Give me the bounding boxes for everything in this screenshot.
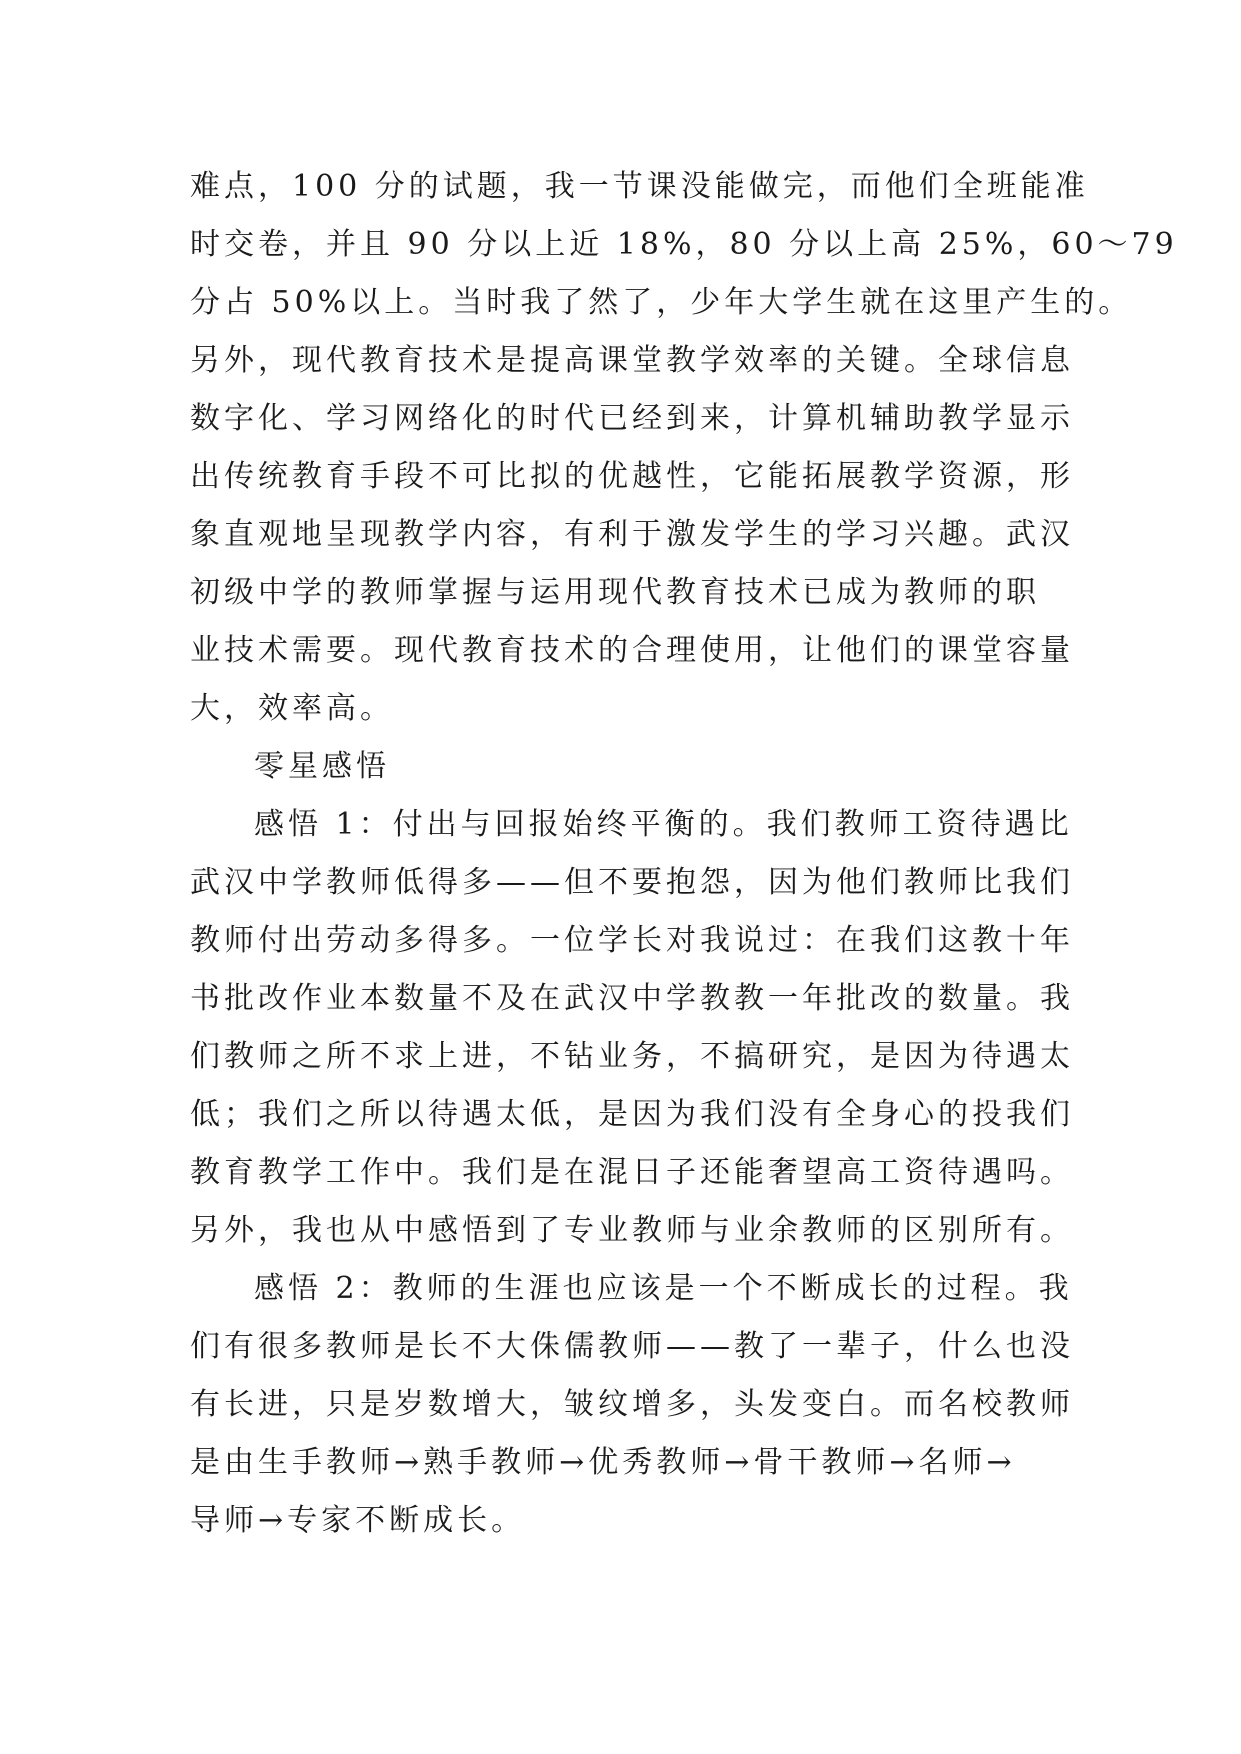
text-line: 象直观地呈现教学内容，有利于激发学生的学习兴趣。武汉 (190, 517, 1074, 552)
text-line: 时交卷，并且 90 分以上近 18%，80 分以上高 25%，60～79 (190, 227, 1178, 262)
text-line: 初级中学的教师掌握与运用现代教育技术已成为教师的职 (190, 575, 1040, 610)
section-heading: 零星感悟 (254, 749, 390, 784)
text-line: 感悟 2：教师的生涯也应该是一个不断成长的过程。我 (254, 1271, 1073, 1306)
paragraph-insight-1 (190, 796, 1074, 1260)
document-body (190, 158, 1178, 1550)
text-line: 感悟 1：付出与回报始终平衡的。我们教师工资待遇比 (254, 807, 1073, 842)
text-line: 导师→专家不断成长。 (190, 1503, 526, 1538)
text-line: 另外，我也从中感悟到了专业教师与业余教师的区别所有。 (190, 1213, 1074, 1248)
text-line: 分占 50%以上。当时我了然了，少年大学生就在这里产生的。 (190, 285, 1133, 320)
text-line: 们有很多教师是长不大侏儒教师——教了一辈子，什么也没 (190, 1329, 1074, 1364)
paragraph-school-comparison (190, 158, 1178, 738)
text-line: 教育教学工作中。我们是在混日子还能奢望高工资待遇吗。 (190, 1155, 1074, 1190)
text-line: 是由生手教师→熟手教师→优秀教师→骨干教师→名师→ (190, 1445, 1016, 1480)
text-line: 出传统教育手段不可比拟的优越性，它能拓展教学资源，形 (190, 459, 1074, 494)
text-line: 数字化、学习网络化的时代已经到来，计算机辅助教学显示 (190, 401, 1074, 436)
text-line: 有长进，只是岁数增大，皱纹增多，头发变白。而名校教师 (190, 1387, 1074, 1422)
text-line: 难点，100 分的试题，我一节课没能做完，而他们全班能准 (190, 169, 1089, 204)
text-line: 教师付出劳动多得多。一位学长对我说过：在我们这教十年 (190, 923, 1074, 958)
text-line: 大，效率高。 (190, 691, 394, 726)
text-line: 另外，现代教育技术是提高课堂教学效率的关键。全球信息 (190, 343, 1074, 378)
paragraph-insight-2 (190, 1260, 1074, 1550)
text-line: 书批改作业本数量不及在武汉中学教教一年批改的数量。我 (190, 981, 1074, 1016)
text-line: 们教师之所不求上进，不钻业务，不搞研究，是因为待遇太 (190, 1039, 1074, 1074)
text-line: 低；我们之所以待遇太低，是因为我们没有全身心的投我们 (190, 1097, 1074, 1132)
text-line: 业技术需要。现代教育技术的合理使用，让他们的课堂容量 (190, 633, 1074, 668)
text-line: 武汉中学教师低得多——但不要抱怨，因为他们教师比我们 (190, 865, 1074, 900)
